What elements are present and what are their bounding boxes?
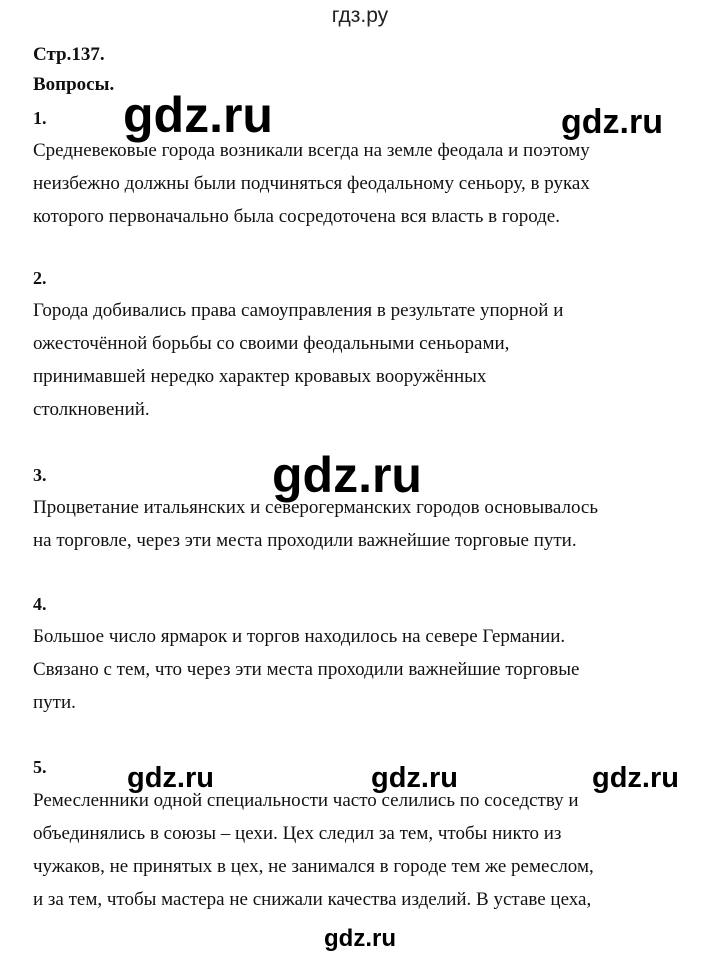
answer-text (33, 620, 693, 719)
question-number: 5. (33, 757, 47, 777)
watermark: gdz.ru (123, 87, 273, 143)
answer-line: Процветание итальянских и северогерманских городов основывалось (33, 497, 599, 518)
watermark: gdz.ru (371, 762, 458, 794)
answer-line: ожесточённой борьбы со своими феодальными сеньорами, (33, 333, 510, 354)
question-number: 1. (33, 108, 47, 128)
answer-line: и за тем, чтобы мастера не снижали качества изделий. В уставе цеха, (33, 889, 592, 910)
question-number: 4. (33, 594, 47, 614)
answer-line: принимавшей нередко характер кровавых вооружённых (33, 366, 487, 387)
answer-line: объединялись в союзы – цехи. Цех следил за тем, чтобы никто из (33, 823, 562, 844)
answer-line: пути. (33, 692, 76, 713)
question-number: 3. (33, 465, 47, 485)
watermark: gdz.ru (127, 762, 214, 794)
section-title: Вопросы. (33, 74, 115, 95)
answer-line: которого первоначально была сосредоточена вся власть в городе. (33, 206, 560, 227)
answer-line: Средневековые города возникали всегда на земле феодала и поэтому (33, 140, 590, 161)
answer-line: Связано с тем, что через эти места проходили важнейшие торговые (33, 659, 580, 680)
page-reference: Стр.137. (33, 44, 105, 65)
question-number: 2. (33, 268, 47, 288)
site-header: гдз.ру (331, 4, 389, 27)
answer-line: чужаков, не принятых в цех, не занимался в городе тем же ремеслом, (33, 856, 594, 877)
answer-text (33, 134, 693, 233)
answer-text (33, 784, 693, 916)
answer-line: неизбежно должны были подчиняться феодальному сеньору, в руках (33, 173, 590, 194)
answer-text (33, 294, 693, 426)
watermark: gdz.ru (592, 762, 679, 794)
answer-line: Города добивались права самоуправления в результате упорной и (33, 300, 564, 321)
answer-line: на торговле, через эти места проходили важнейшие торговые пути. (33, 530, 577, 551)
answer-line: столкновений. (33, 399, 150, 420)
answer-line: Ремесленники одной специальности часто селились по соседству и (33, 790, 579, 811)
watermark: gdz.ru (561, 103, 663, 141)
watermark: gdz.ru (272, 447, 422, 503)
site-footer: gdz.ru (324, 925, 396, 952)
answer-line: Большое число ярмарок и торгов находилось на севере Германии. (33, 626, 566, 647)
